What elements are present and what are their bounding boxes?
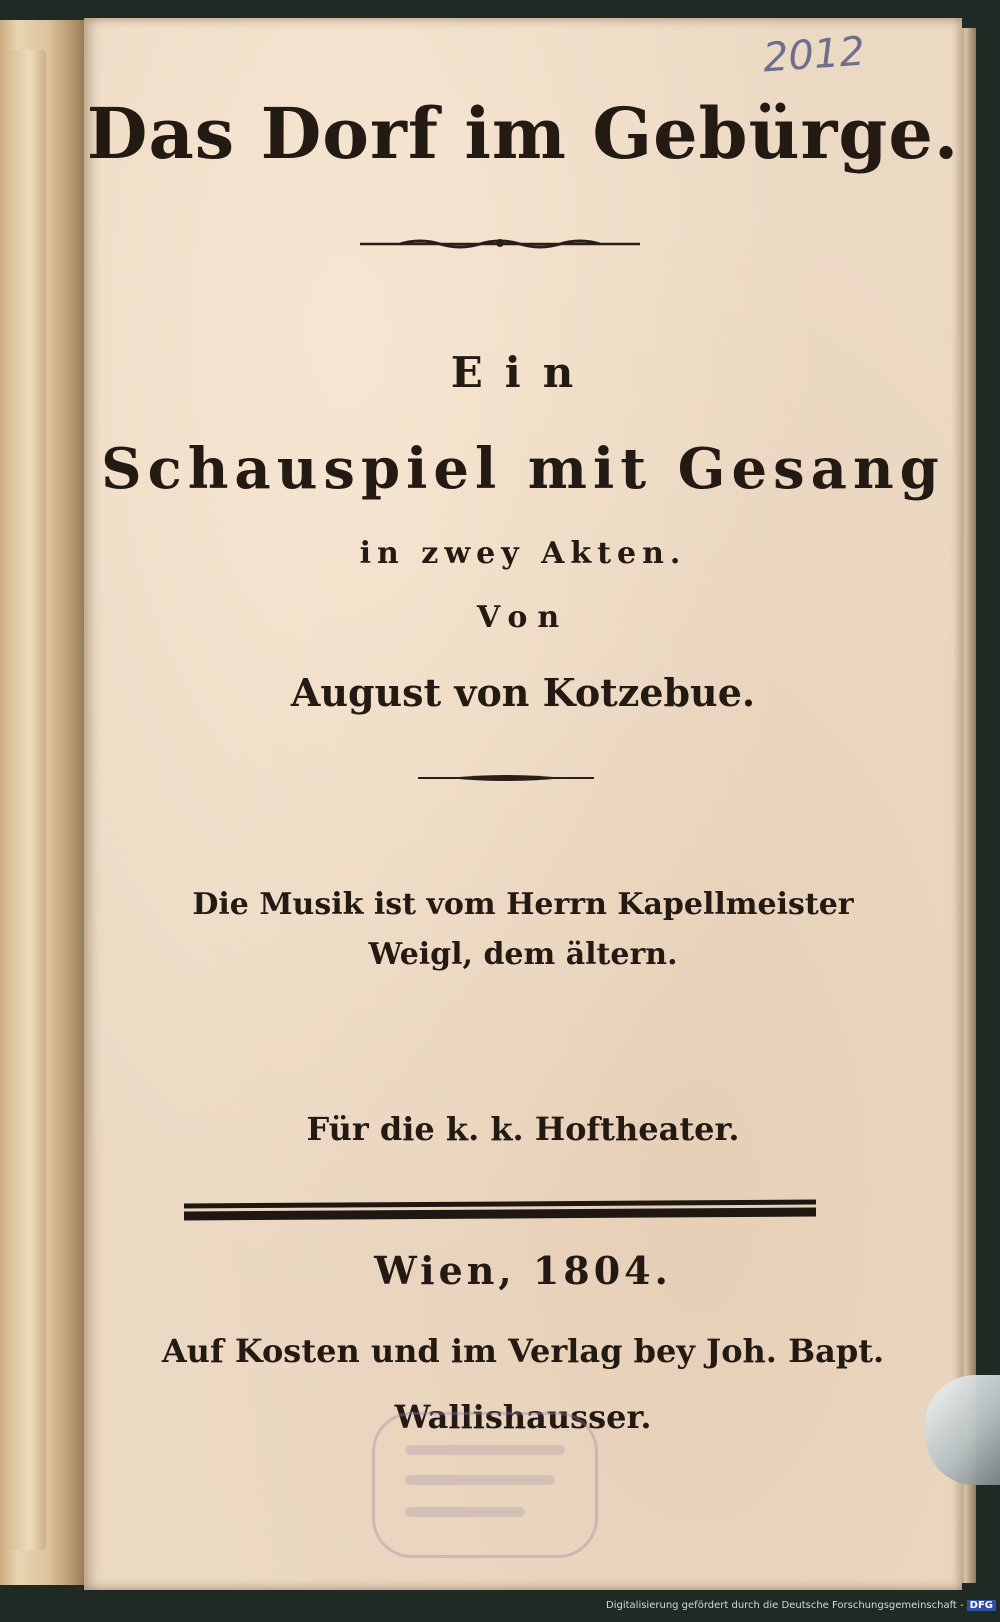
music-credit-line-1: Die Musik ist vom Herrn Kapellmeister	[192, 887, 854, 922]
footer-text: Digitalisierung gefördert durch die Deutsche Forschungsgemeinschaft -	[606, 1600, 964, 1611]
subtitle-ein: Ein	[450, 348, 596, 397]
author-name: August von Kotzebue.	[290, 670, 756, 715]
subtitle-akten: in zwey Akten.	[359, 536, 687, 571]
dfg-logo: DFG	[967, 1600, 996, 1611]
spine-binding	[6, 50, 46, 1550]
publisher-line-1: Auf Kosten und im Verlag bey Joh. Bapt.	[161, 1332, 885, 1370]
place-and-year: Wien, 1804.	[374, 1248, 672, 1293]
ornament-rule-middle	[418, 772, 594, 784]
book-title: Das Dorf im Gebürge.	[86, 92, 960, 175]
library-stamp	[372, 1412, 598, 1558]
theater-dedication: Für die k. k. Hoftheater.	[306, 1110, 740, 1148]
subtitle-schauspiel: Schauspiel mit Gesang	[101, 436, 945, 502]
digitization-footer	[606, 1600, 996, 1611]
music-credit-line-2: Weigl, dem ältern.	[368, 937, 678, 972]
handwritten-shelfmark: 2012	[761, 28, 867, 82]
publisher-line-2: Wallishausser.	[394, 1398, 652, 1436]
ornament-rule-top	[360, 236, 640, 252]
music-credit	[84, 880, 962, 980]
double-rule	[184, 1198, 816, 1224]
book-spine	[0, 20, 90, 1585]
by-label: Von	[476, 600, 570, 635]
